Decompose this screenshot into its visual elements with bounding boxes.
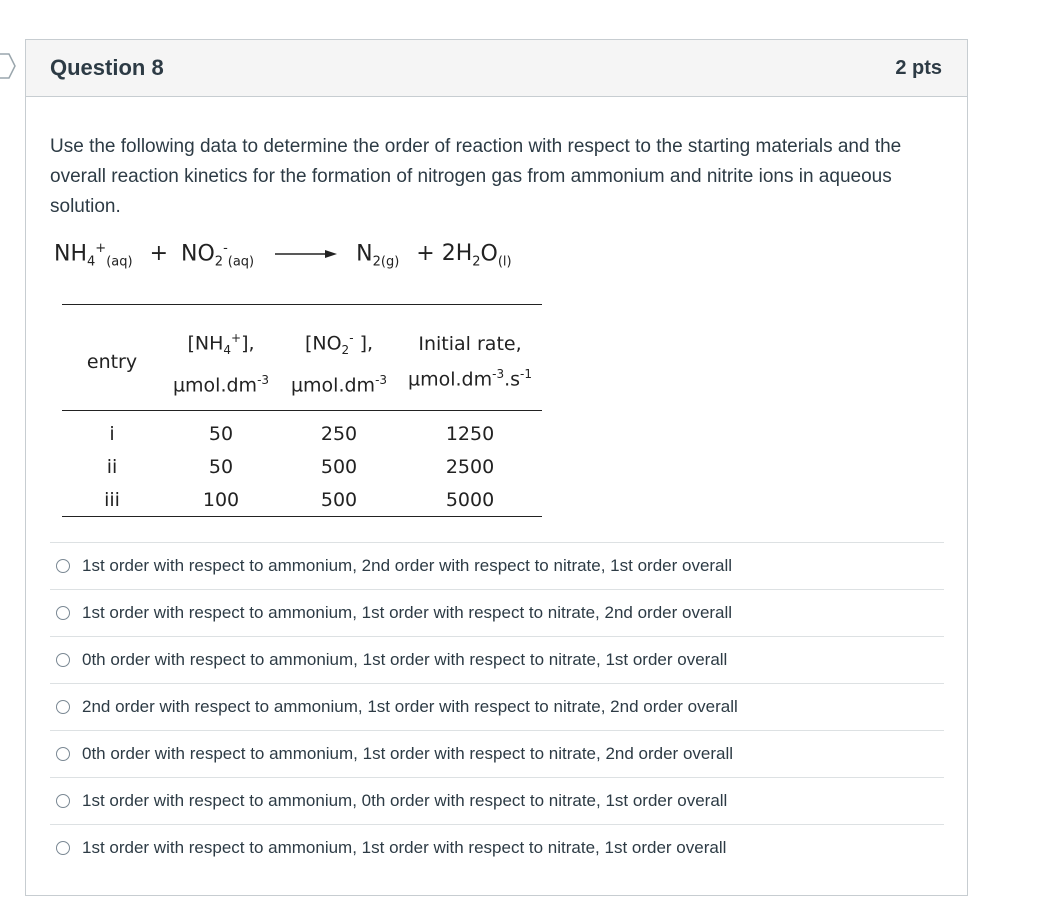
question-body <box>50 132 930 222</box>
answer-option-4[interactable] <box>50 683 944 730</box>
kinetics-data-table <box>62 304 542 517</box>
answer-label: 1st order with respect to ammonium, 1st order with respect to nitrate, 1st order overall <box>82 838 727 857</box>
radio-button[interactable] <box>56 700 70 714</box>
question-card <box>25 39 968 896</box>
reaction-arrow-icon <box>275 248 337 260</box>
col-header-entry: entry <box>86 350 138 373</box>
answer-label: 1st order with respect to ammonium, 2nd order with respect to nitrate, 1st order overall <box>82 556 733 575</box>
answer-label: 1st order with respect to ammonium, 1st order with respect to nitrate, 2nd order overall <box>82 603 733 622</box>
answer-label: 0th order with respect to ammonium, 1st order with respect to nitrate, 1st order overall <box>82 650 728 669</box>
answer-option-3[interactable] <box>50 636 944 683</box>
radio-button[interactable] <box>56 747 70 761</box>
answer-list <box>50 542 944 871</box>
radio-button[interactable] <box>56 653 70 667</box>
answer-label: 1st order with respect to ammonium, 0th order with respect to nitrate, 1st order overall <box>82 791 728 810</box>
col-header-rate: Initial rate, $\mu mol.dm^{-3}.s^{-1}$ <box>408 333 532 391</box>
radio-button[interactable] <box>56 794 70 808</box>
col-header-no2: [$NO_2^-$ ], $\mu mol.dm^{-3}$ <box>290 331 388 397</box>
question-nav-arrow-icon[interactable] <box>0 52 16 80</box>
radio-button[interactable] <box>56 841 70 855</box>
answer-label: 2nd order with respect to ammonium, 1st order with respect to nitrate, 2nd order overall <box>82 697 738 716</box>
reaction-equation: $NH_4^+_{(aq)} + NO_2^-_{(aq)}$ $N_{2(g)} + 2H_2O_{(l)}$ <box>54 241 512 270</box>
answer-option-6[interactable] <box>50 777 944 824</box>
table-row: iii 100 500 5000 <box>62 483 542 517</box>
question-points: 2 pts <box>895 56 942 79</box>
answer-label: 0th order with respect to ammonium, 1st order with respect to nitrate, 2nd order overall <box>82 744 734 763</box>
table-header-row <box>62 305 542 411</box>
radio-button[interactable] <box>56 606 70 620</box>
radio-button[interactable] <box>56 559 70 573</box>
table-row: i 50 250 1250 <box>109 422 495 445</box>
col-header-nh4: $[NH_4^+]$, $\mu mol.dm^{-3}$ <box>172 331 270 397</box>
answer-option-5[interactable] <box>50 730 944 777</box>
question-title: Question 8 <box>50 55 164 80</box>
answer-option-1[interactable] <box>50 542 944 589</box>
question-prompt: Use the following data to determine the order of reaction with respect to the starting materials and the overall reaction kinetics for the formation of nitrogen gas from ammonium and nitrite ions in aqueous solution. <box>50 136 902 217</box>
answer-option-7[interactable] <box>50 824 944 871</box>
answer-option-2[interactable] <box>50 589 944 636</box>
table-row: ii 50 500 2500 <box>106 455 495 478</box>
question-header <box>26 40 967 97</box>
